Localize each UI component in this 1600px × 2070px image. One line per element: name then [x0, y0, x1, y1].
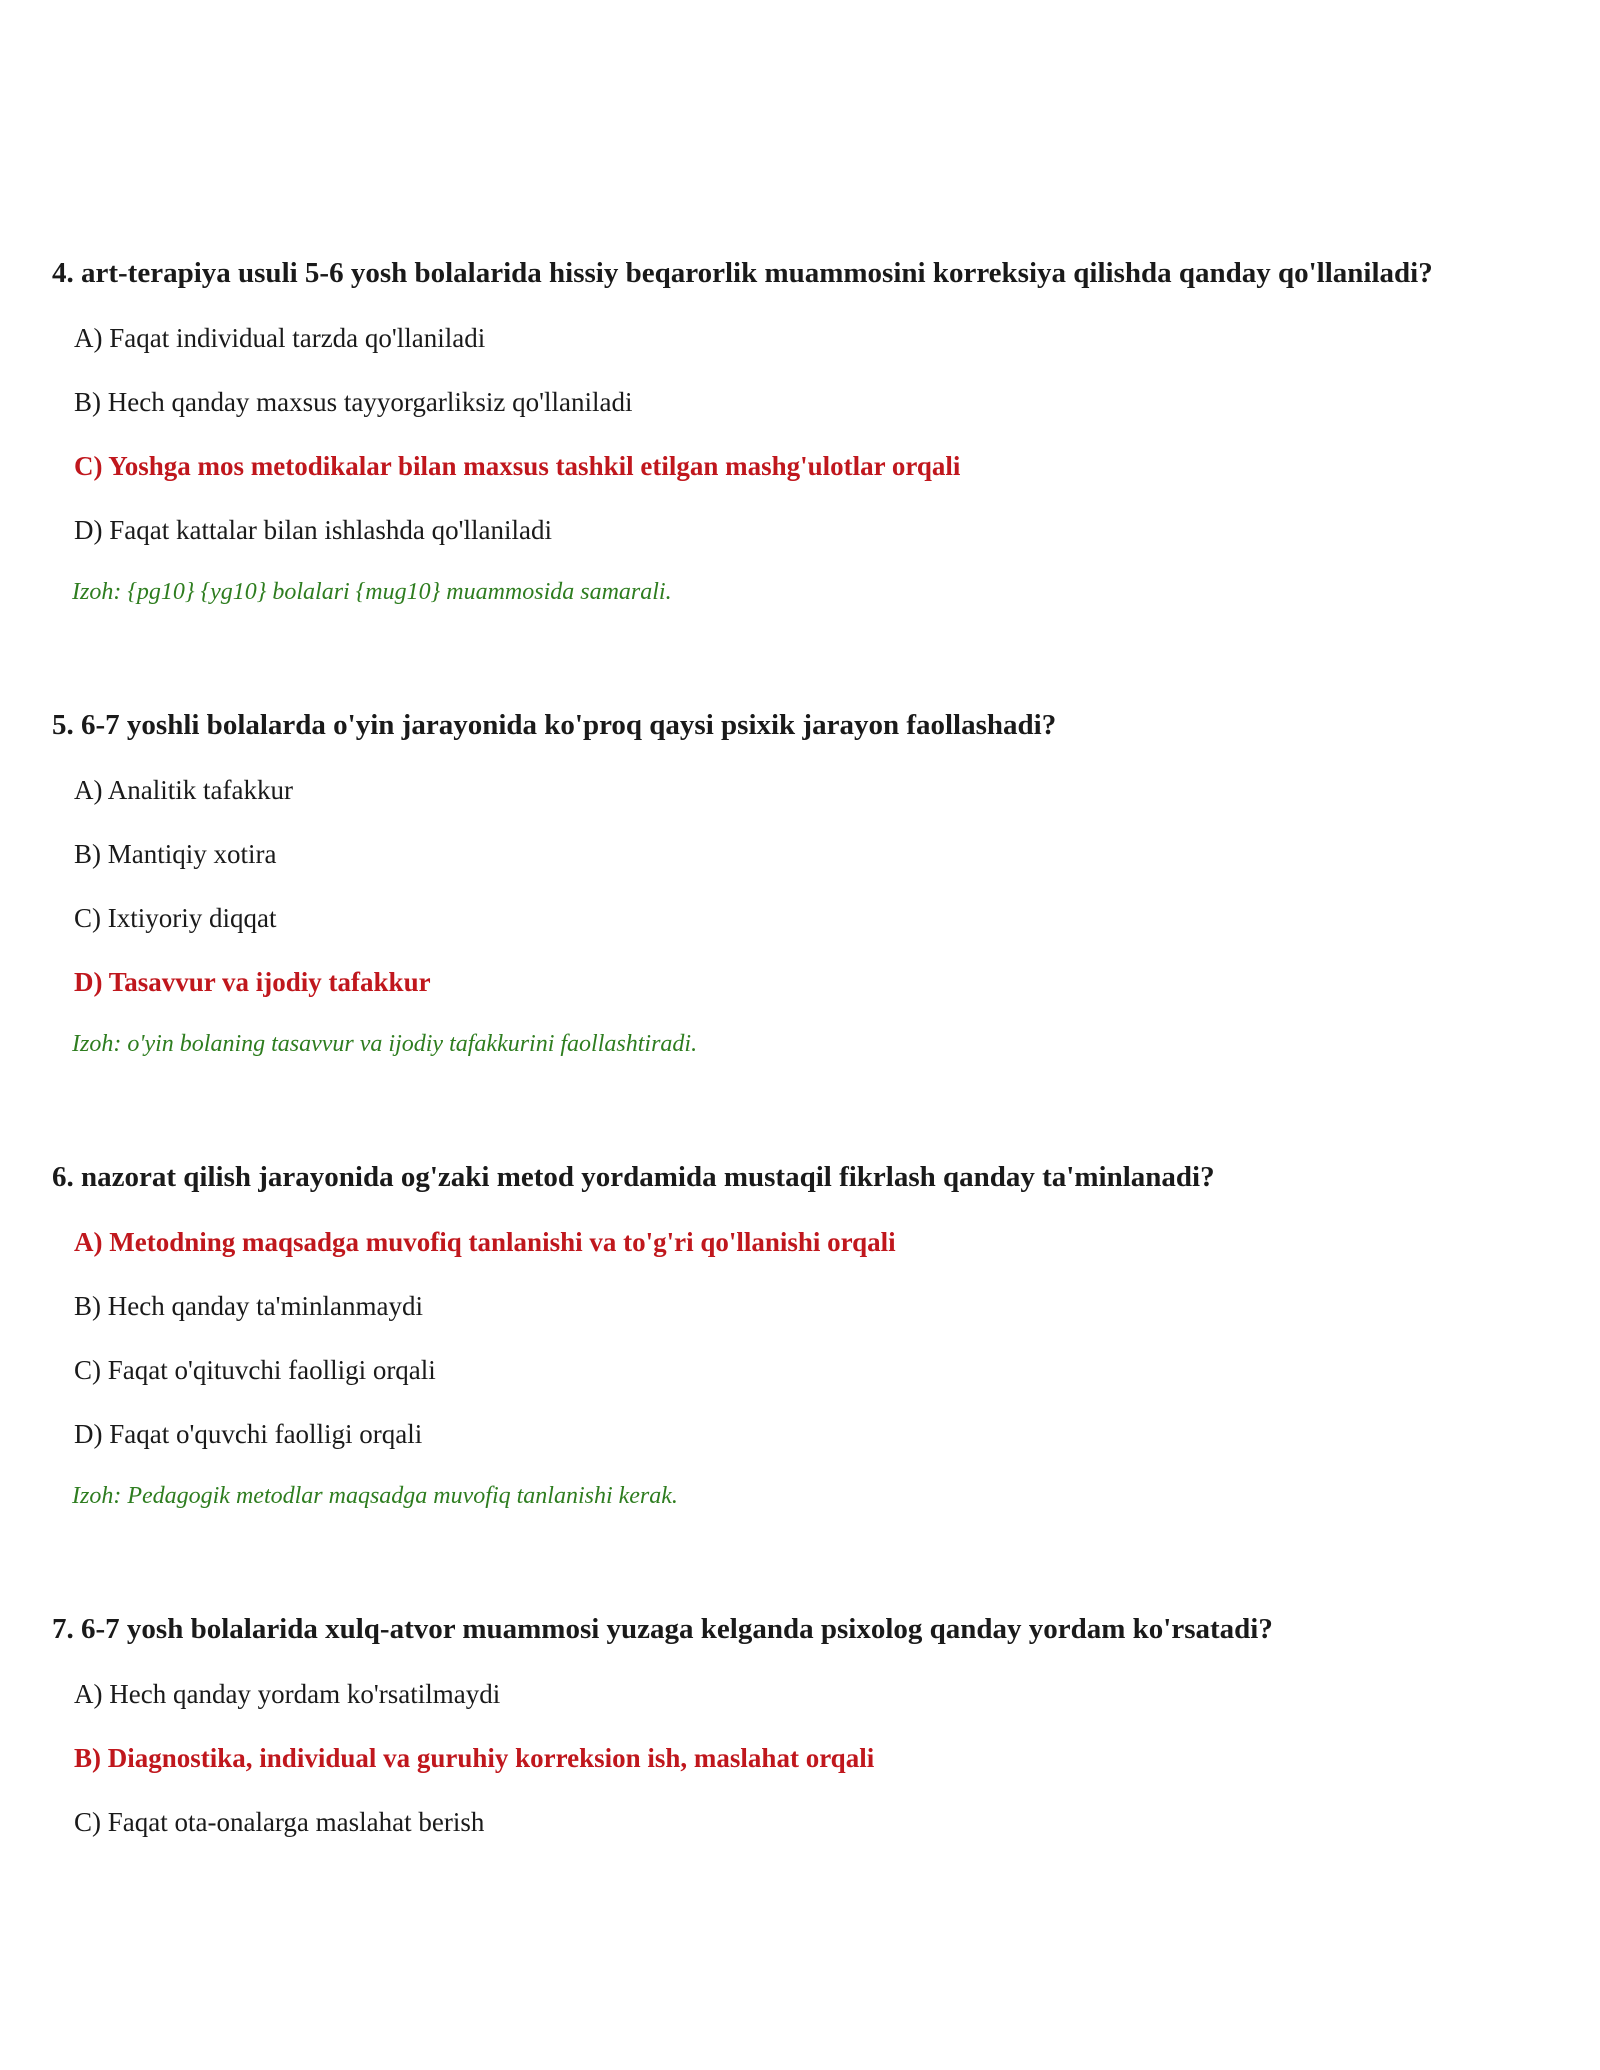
question-6: [52, 1159, 1552, 1509]
question-7: [52, 1611, 1552, 1837]
question-text: 4. art-terapiya usuli 5-6 yosh bolalarida hissiy beqarorlik muammosini korreksiya qilishda qanday qo'llaniladi?: [52, 257, 1433, 289]
option-b-correct: B) Diagnostika, individual va guruhiy korreksion ish, maslahat orqali: [74, 1743, 875, 1773]
option-a: A) Analitik tafakkur: [74, 775, 293, 805]
option-c-correct: C) Yoshga mos metodikalar bilan maxsus tashkil etilgan mashg'ulotlar orqali: [74, 451, 961, 481]
option-c: C) Faqat ota-onalarga maslahat berish: [74, 1807, 485, 1837]
explanation-note: Izoh: {pg10} {yg10} bolalari {mug10} muammosida samarali.: [72, 579, 672, 605]
option-d: D) Faqat o'quvchi faolligi orqali: [74, 1419, 423, 1449]
question-text: 6. nazorat qilish jarayonida og'zaki metod yordamida mustaqil fikrlash qanday ta'minlanadi?: [52, 1161, 1215, 1193]
explanation-note: Izoh: Pedagogik metodlar maqsadga muvofiq tanlanishi kerak.: [72, 1483, 678, 1509]
option-b: B) Mantiqiy xotira: [74, 839, 277, 869]
option-a: A) Hech qanday yordam ko'rsatilmaydi: [74, 1679, 501, 1709]
option-d: D) Faqat kattalar bilan ishlashda qo'llaniladi: [74, 515, 552, 545]
option-a-correct: A) Metodning maqsadga muvofiq tanlanishi va to'g'ri qo'llanishi orqali: [74, 1227, 896, 1257]
option-a: A) Faqat individual tarzda qo'llaniladi: [74, 323, 486, 353]
question-text: 5. 6-7 yoshli bolalarda o'yin jarayonida ko'proq qaysi psixik jarayon faollashadi?: [52, 709, 1057, 741]
question-5: [52, 707, 1552, 1057]
option-d-correct: D) Tasavvur va ijodiy tafakkur: [74, 967, 431, 997]
option-c: C) Ixtiyoriy diqqat: [74, 903, 277, 933]
question-4: [52, 255, 1552, 605]
question-text: 7. 6-7 yosh bolalarida xulq-atvor muammosi yuzaga kelganda psixolog qanday yordam ko'rsatadi?: [52, 1613, 1273, 1645]
option-c: C) Faqat o'qituvchi faolligi orqali: [74, 1355, 436, 1385]
explanation-note: Izoh: o'yin bolaning tasavvur va ijodiy tafakkurini faollashtiradi.: [72, 1031, 698, 1057]
option-b: B) Hech qanday ta'minlanmaydi: [74, 1291, 424, 1321]
option-b: B) Hech qanday maxsus tayyorgarliksiz qo'llaniladi: [74, 387, 633, 417]
